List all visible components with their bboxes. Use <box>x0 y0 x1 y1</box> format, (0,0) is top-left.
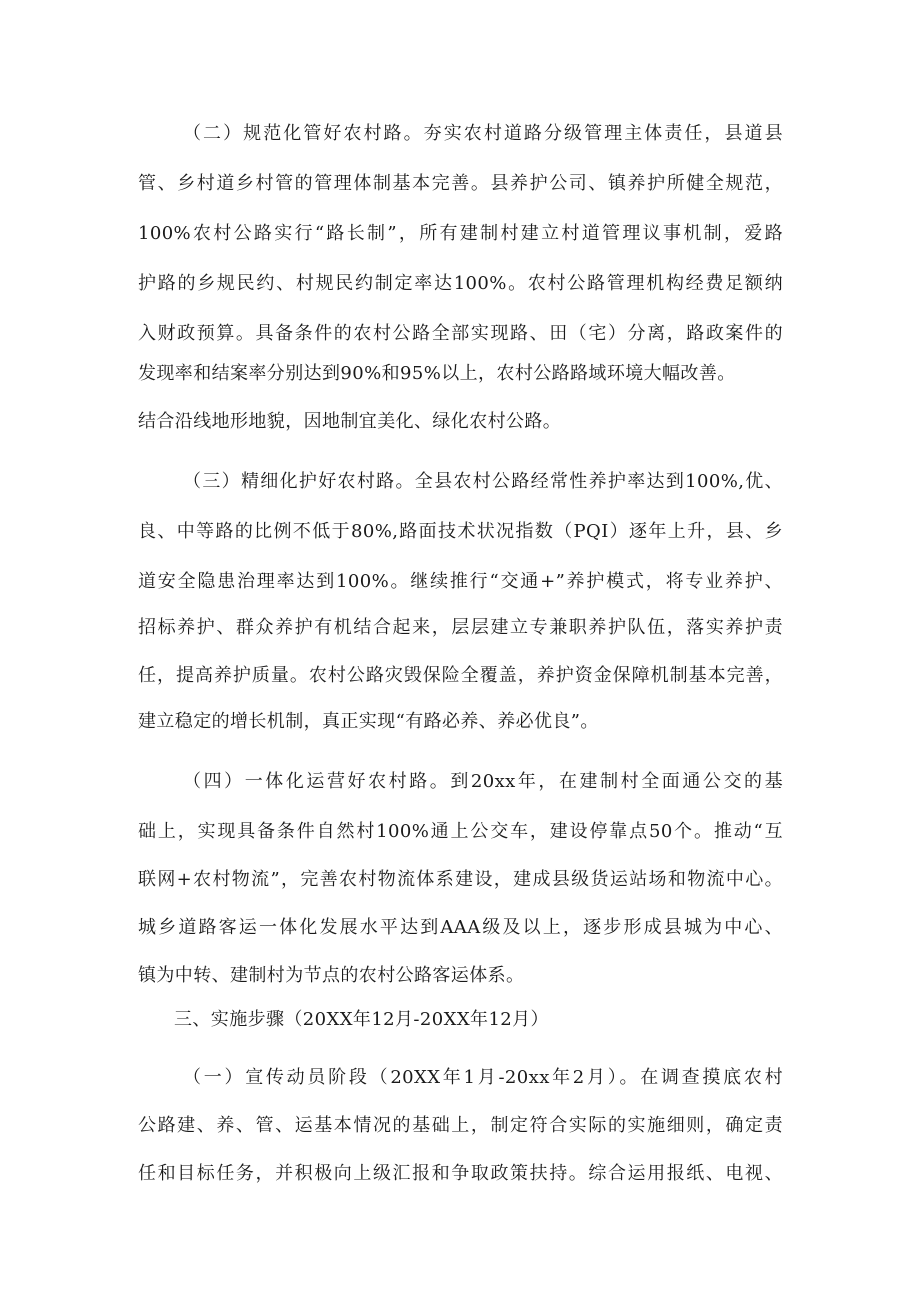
paragraph-3-line-3: 道安全隐患治理率达到100%。继续推行“交通+”养护模式，将专业养护、 <box>138 571 783 592</box>
paragraph-3-line-1: （三）精细化护好农村路。全县农村公路经常性养护率达到100%,优、 <box>183 471 783 492</box>
paragraph-4-line-1: （四）一体化运营好农村路。到20xx年，在建制村全面通公交的基 <box>183 771 783 792</box>
paragraph-3-line-4: 招标养护、群众养护有机结合起来，层层建立专兼职养护队伍，落实养护责 <box>138 617 783 638</box>
paragraph-5-line-3: 任和目标任务，并积极向上级汇报和争取政策扶持。综合运用报纸、电视、 <box>138 1163 783 1184</box>
paragraph-3-line-6: 建立稳定的增长机制，真正实现“有路必养、养必优良”。 <box>138 711 599 732</box>
paragraph-5-line-1: （一）宣传动员阶段（20XX年1月-20xx年2月）。在调查摸底农村 <box>183 1067 783 1088</box>
paragraph-4-line-4: 城乡道路客运一体化发展水平达到AAA级及以上，逐步形成县城为中心、 <box>138 917 783 938</box>
paragraph-4-line-5: 镇为中转、建制村为节点的农村公路客运体系。 <box>138 965 525 986</box>
paragraph-2-line-3: 100%农村公路实行“路长制”，所有建制村建立村道管理议事机制，爱路 <box>138 223 783 244</box>
paragraph-3-line-2: 良、中等路的比例不低于80%,路面技术状况指数（PQI）逐年上升，县、乡 <box>138 521 783 542</box>
paragraph-2-line-1: （二）规范化管好农村路。夯实农村道路分级管理主体责任，县道县 <box>183 123 783 144</box>
paragraph-2-line-7: 结合沿线地形地貌，因地制宜美化、绿化农村公路。 <box>138 411 562 432</box>
paragraph-4-line-2: 础上，实现具备条件自然村100%通上公交车，建设停靠点50个。推动“互 <box>138 821 783 842</box>
paragraph-5-line-2: 公路建、养、管、运基本情况的基础上，制定符合实际的实施细则，确定责 <box>138 1115 783 1136</box>
paragraph-2-line-6: 发现率和结案率分别达到90%和95%以上，农村公路路域环境大幅改善。 <box>138 363 736 384</box>
paragraph-4-line-3: 联网+农村物流”，完善农村物流体系建设，建成县级货运站场和物流中心。 <box>138 869 783 890</box>
paragraph-2-line-4: 护路的乡规民约、村规民约制定率达100%。农村公路管理机构经费足额纳 <box>138 273 783 294</box>
paragraph-2-line-2: 管、乡村道乡村管的管理体制基本完善。县养护公司、镇养护所健全规范， <box>138 173 783 194</box>
paragraph-3-line-5: 任，提高养护质量。农村公路灾毁保险全覆盖，养护资金保障机制基本完善， <box>138 665 783 686</box>
section-heading-implementation-steps: 三、实施步骤（20XX年12月-20XX年12月） <box>174 1009 549 1030</box>
paragraph-2-line-5: 入财政预算。具备条件的农村公路全部实现路、田（宅）分离，路政案件的 <box>138 323 783 344</box>
